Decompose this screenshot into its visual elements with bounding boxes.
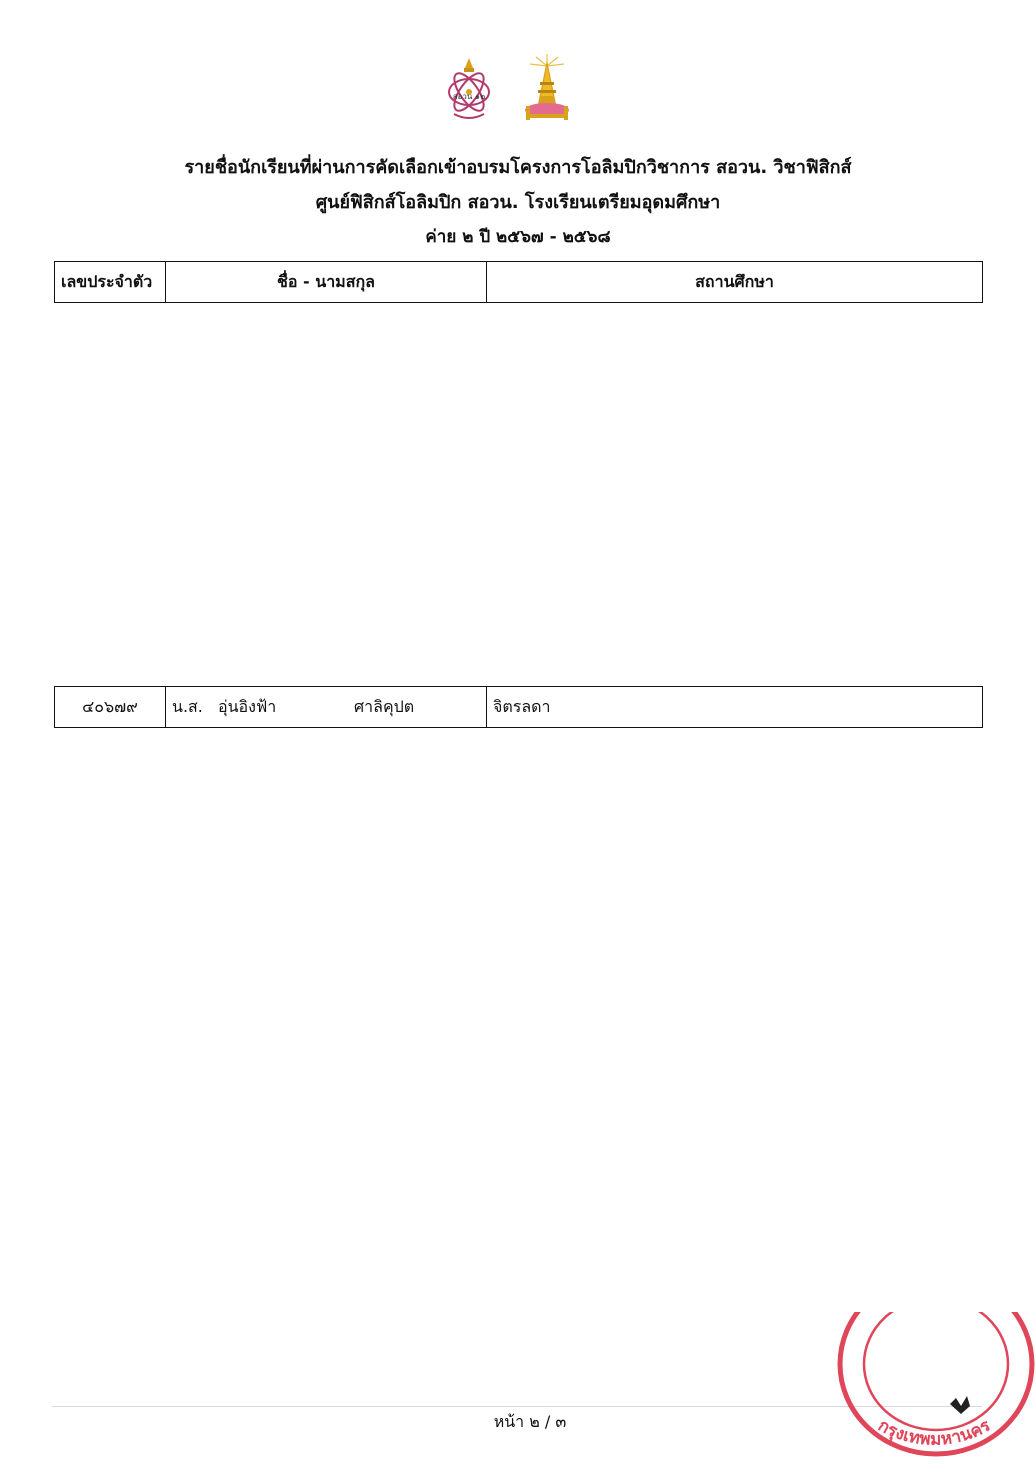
page-number: หน้า ๒ / ๓: [493, 1412, 567, 1431]
first-name: อุ่นอิงฟ้า: [218, 696, 277, 716]
name-prefix: น.ส.: [172, 696, 203, 716]
student-name-cell: [166, 687, 487, 728]
table-row: [55, 687, 983, 728]
column-header-school: สถานศึกษา: [487, 262, 983, 303]
column-header-id: เลขประจำตัว: [55, 262, 166, 303]
stamp-text: กรุงเทพมหานคร: [874, 1415, 994, 1450]
school-emblem-icon: [522, 52, 572, 124]
camp-year: ค่าย ๒ ปี ๒๕๖๗ - ๒๕๖๘: [425, 227, 611, 247]
document-title: รายชื่อนักเรียนที่ผ่านการคัดเลือกเข้าอบรมโครงการโอลิมปิกวิชาการ สอวน. วิชาฟิสิกส์: [184, 157, 852, 178]
table-header: [54, 261, 983, 303]
header-row: [55, 262, 983, 303]
student-table: [54, 686, 983, 728]
last-name: ศาลิคุปต: [354, 696, 415, 716]
official-stamp-icon: [828, 1312, 1036, 1476]
posn-emblem-icon: [444, 56, 494, 122]
student-id: ๔๐๖๗๙: [55, 687, 166, 728]
posn-emblem-text: สอวน ๑๒: [452, 92, 486, 101]
column-header-name: ชื่อ - นามสกุล: [166, 262, 487, 303]
header-logos: [0, 52, 1036, 124]
school-name: จิตรลดา: [487, 687, 983, 728]
document-subtitle: ศูนย์ฟิสิกส์โอลิมปิก สอวน. โรงเรียนเตรียมอุดมศึกษา: [315, 192, 721, 213]
